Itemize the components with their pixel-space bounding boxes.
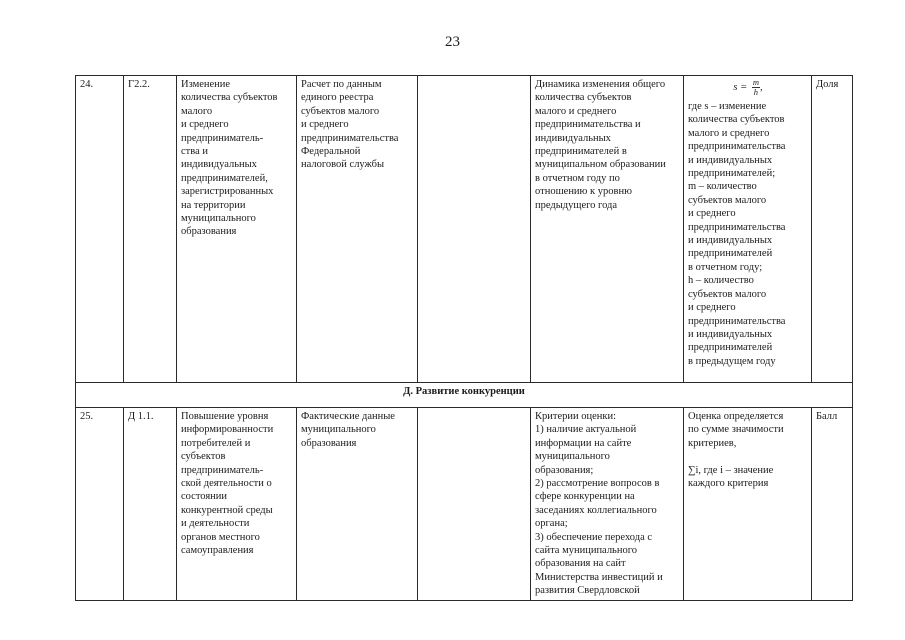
text-line: образования: [301, 437, 357, 449]
text-line: предпринимателей: [688, 248, 773, 260]
text-line: количества субъектов: [181, 92, 278, 104]
text-line: субъектов малого: [688, 194, 767, 206]
indicators-table: [75, 75, 853, 601]
text-line: предыдущего года: [535, 199, 618, 211]
text-line: сфере конкуренции на: [535, 491, 635, 503]
empty-cell: [418, 408, 531, 601]
text-line: предпринимательства и: [535, 119, 641, 131]
text-line: ства и: [181, 146, 208, 158]
text-line: заседаниях коллегиального: [535, 504, 657, 516]
text-line: в отчетном году по: [535, 172, 620, 184]
text-line: количества субъектов: [535, 92, 632, 104]
text-line: муниципального: [535, 451, 610, 463]
text-line: субъектов: [181, 451, 226, 463]
text-line: и деятельности: [181, 518, 250, 530]
text-line: предпринимательства: [688, 221, 786, 233]
text-line: единого реестра: [301, 92, 374, 104]
text-line: муниципального: [181, 213, 256, 225]
text-line: в предыдущем году: [688, 355, 776, 367]
text-line: Расчет по данным: [301, 79, 382, 90]
text-line: ской деятельности о: [181, 478, 272, 490]
text-line: [688, 450, 808, 463]
unit-cell: Балл: [812, 408, 853, 601]
text-line: Фактические данные: [301, 411, 395, 422]
text-line: каждого критерия: [688, 478, 769, 490]
row-number-cell: 24.: [76, 76, 124, 383]
data-source-cell: [297, 76, 418, 383]
text-line: количества субъектов: [688, 114, 785, 126]
section-header-row: [76, 383, 853, 408]
text-line: образования на сайт: [535, 558, 626, 570]
text-line: Изменение: [181, 79, 231, 90]
text-line: критериев,: [688, 437, 737, 449]
text-line: где s – изменение: [688, 101, 767, 112]
text-line: Критерии оценки:: [535, 411, 617, 422]
text-line: предпринимательства: [688, 141, 786, 153]
text-line: предпринимателей: [688, 342, 773, 354]
text-line: образования;: [535, 464, 594, 476]
text-line: информации на сайте: [535, 437, 632, 449]
text-line: ∑i, где i – значение: [688, 464, 774, 476]
text-line: образования: [181, 226, 237, 238]
text-line: предприниматель-: [181, 464, 264, 476]
calculation-method-cell: [684, 76, 812, 383]
text-line: муниципального: [301, 424, 376, 436]
text-line: предпринимателей;: [688, 168, 776, 180]
text-line: и среднего: [301, 119, 349, 131]
text-line: в отчетном году;: [688, 261, 763, 273]
text-line: налоговой службы: [301, 159, 385, 171]
text-line: на территории: [181, 199, 246, 211]
text-line: h – количество: [688, 275, 754, 287]
text-line: предпринимательства: [301, 132, 399, 144]
text-line: и среднего: [688, 302, 736, 314]
text-line: предприниматель-: [181, 132, 264, 144]
text-line: состоянии: [181, 491, 228, 503]
text-line: муниципальном образовании: [535, 159, 666, 171]
table-row: [76, 76, 853, 383]
text-line: малого и среднего: [688, 127, 770, 139]
text-line: сайта муниципального: [535, 545, 638, 557]
indicator-code-cell: Д 1.1.: [124, 408, 177, 601]
calculation-method-text: [688, 100, 808, 368]
text-line: субъектов малого: [688, 288, 767, 300]
table-row: [76, 408, 853, 601]
row-number-cell: 25.: [76, 408, 124, 601]
text-line: и индивидуальных: [688, 328, 773, 340]
text-line: малого: [181, 105, 213, 117]
text-line: конкурентной среды: [181, 504, 273, 516]
text-line: индивидуальных: [181, 159, 257, 171]
text-line: и индивидуальных: [688, 235, 773, 247]
text-line: m – количество: [688, 181, 757, 193]
empty-cell: [418, 76, 531, 383]
text-line: Оценка определяется: [688, 411, 784, 422]
text-line: 1) наличие актуальной: [535, 424, 637, 436]
data-source-cell: [297, 408, 418, 601]
text-line: Министерства инвестиций и: [535, 571, 663, 583]
text-line: развития Свердловской: [535, 585, 640, 597]
text-line: Повышение уровня: [181, 411, 269, 422]
formula-fraction: $\frac{m}{h}$: [752, 77, 759, 97]
text-line: индивидуальных: [535, 132, 611, 144]
text-line: 2) рассмотрение вопросов в: [535, 478, 660, 490]
growth-formula: s = $\frac{m}{h}$ ,: [733, 77, 763, 97]
text-line: органов местного: [181, 531, 260, 543]
section-d-title: Д. Развитие конкуренции: [76, 383, 853, 408]
text-line: по сумме значимости: [688, 424, 784, 436]
text-line: и индивидуальных: [688, 154, 773, 166]
text-line: Динамика изменения общего: [535, 79, 666, 90]
text-line: информированности: [181, 424, 274, 436]
text-line: органа;: [535, 518, 568, 530]
text-line: предпринимательства: [688, 315, 786, 327]
text-line: 3) обеспечение перехода с: [535, 531, 653, 543]
text-line: Федеральной: [301, 146, 361, 158]
indicator-description-cell: [531, 76, 684, 383]
text-line: и среднего: [181, 119, 229, 131]
indicator-name-cell: [177, 408, 297, 601]
calculation-method-cell: [684, 408, 812, 601]
text-line: отношению к уровню: [535, 186, 632, 198]
text-line: предпринимателей в: [535, 146, 627, 158]
indicator-description-cell: [531, 408, 684, 601]
indicator-name-cell: [177, 76, 297, 383]
text-line: предпринимателей,: [181, 172, 268, 184]
indicator-code-cell: Г2.2.: [124, 76, 177, 383]
page-number: 23: [445, 34, 460, 50]
text-line: потребителей и: [181, 437, 251, 449]
text-line: зарегистрированных: [181, 186, 274, 198]
text-line: самоуправления: [181, 545, 254, 557]
text-line: субъектов малого: [301, 105, 380, 117]
text-line: и среднего: [688, 208, 736, 220]
unit-cell: Доля: [812, 76, 853, 383]
text-line: малого и среднего: [535, 105, 617, 117]
